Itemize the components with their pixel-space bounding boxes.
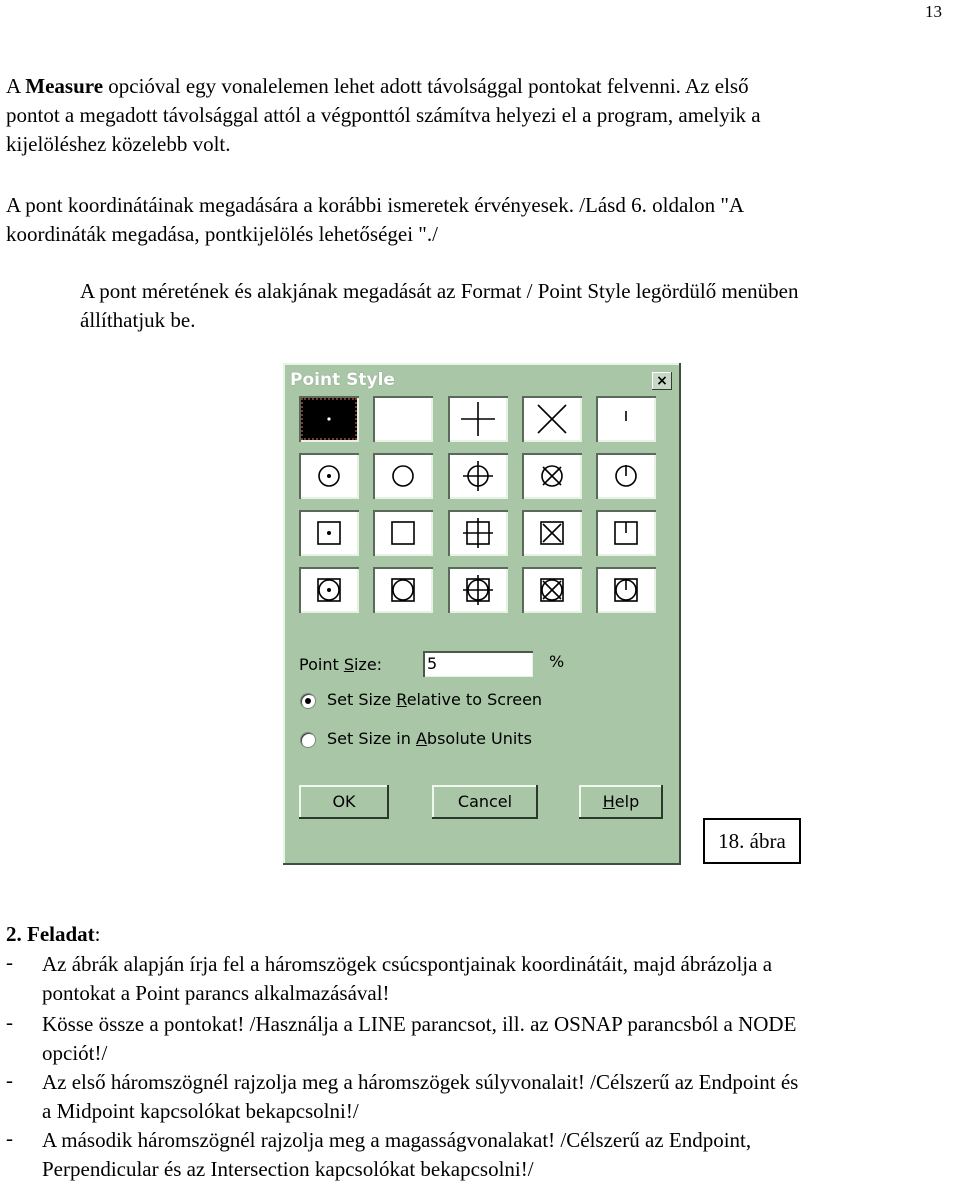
square-plus-icon bbox=[448, 510, 508, 556]
point-style-square-dot[interactable] bbox=[299, 510, 359, 556]
tick-icon bbox=[596, 396, 656, 442]
point-style-square-plus[interactable] bbox=[448, 510, 508, 556]
task-heading: 2. Feladat: bbox=[6, 922, 101, 946]
task-item-bullet: - bbox=[6, 1126, 13, 1150]
task-item: A második háromszögnél rajzolja meg a magasságvonalakat! /Célszerű az Endpoint, Perpendicular és az Intersection kapcsolókat bekapcsolni!/ bbox=[42, 1128, 752, 1181]
radio-absolute[interactable] bbox=[301, 733, 315, 747]
intro-paragraph-3: A pont méretének és alakjának megadását az Format / Point Style legördülő menüben állíthatjuk be. bbox=[80, 279, 799, 332]
dialog-title: Point Style bbox=[290, 370, 395, 390]
circle-cross-icon bbox=[522, 453, 582, 499]
point-style-circle-dot[interactable] bbox=[299, 453, 359, 499]
circle-square-plus-icon bbox=[448, 567, 508, 613]
blank-icon bbox=[373, 396, 433, 442]
point-size-label: Point Size: bbox=[299, 655, 383, 674]
circle-dot-icon bbox=[299, 453, 359, 499]
dot-icon bbox=[299, 396, 359, 442]
square-dot-icon bbox=[299, 510, 359, 556]
point-style-circle-square-dot[interactable] bbox=[299, 567, 359, 613]
square-cross-icon bbox=[522, 510, 582, 556]
task-item-bullet: - bbox=[6, 950, 13, 974]
point-style-dot[interactable] bbox=[299, 396, 359, 442]
circle-icon bbox=[373, 453, 433, 499]
percent-label: % bbox=[549, 652, 565, 671]
radio-relative-label[interactable]: Set Size Relative to Screen bbox=[327, 690, 543, 709]
square-tick-icon bbox=[596, 510, 656, 556]
task-item: Kösse össze a pontokat! /Használja a LINE parancsot, ill. az OSNAP parancsból a NODE opciót!/ bbox=[42, 1012, 797, 1065]
dialog-title-bar bbox=[286, 366, 678, 394]
point-style-circle-square-tick[interactable] bbox=[596, 567, 656, 613]
point-style-plus[interactable] bbox=[448, 396, 508, 442]
measure-term: Measure bbox=[25, 74, 104, 98]
intro-paragraph-1: A Measure opcióval egy vonalelemen lehet adott távolsággal pontokat felvenni. Az első pontot a megadott távolsággal attól a végponttól számítva helyezi el a program, amelyik a kijelöléshez közelebb volt. bbox=[6, 74, 761, 156]
point-style-circle-cross[interactable] bbox=[522, 453, 582, 499]
circle-square-tick-icon bbox=[596, 567, 656, 613]
circle-square-icon bbox=[373, 567, 433, 613]
point-style-square[interactable] bbox=[373, 510, 433, 556]
point-style-square-cross[interactable] bbox=[522, 510, 582, 556]
task-item: Az ábrák alapján írja fel a háromszögek csúcspontjainak koordinátáit, majd ábrázolja a pontokat a Point parancs alkalmazásával! bbox=[42, 952, 773, 1005]
cross-icon bbox=[522, 396, 582, 442]
point-style-cross[interactable] bbox=[522, 396, 582, 442]
circle-square-dot-icon bbox=[299, 567, 359, 613]
point-style-dialog bbox=[283, 363, 681, 865]
square-icon bbox=[373, 510, 433, 556]
point-style-square-tick[interactable] bbox=[596, 510, 656, 556]
point-size-input[interactable]: 5 bbox=[423, 651, 533, 677]
point-style-circle-plus[interactable] bbox=[448, 453, 508, 499]
close-icon[interactable]: × bbox=[652, 372, 672, 390]
radio-selected-dot bbox=[305, 698, 311, 704]
ok-button[interactable]: OK bbox=[299, 785, 389, 819]
plus-icon bbox=[448, 396, 508, 442]
point-style-circle[interactable] bbox=[373, 453, 433, 499]
page-number: 13 bbox=[925, 2, 942, 21]
help-button[interactable]: Help bbox=[579, 785, 663, 819]
point-style-blank[interactable] bbox=[373, 396, 433, 442]
task-item-bullet: - bbox=[6, 1068, 13, 1092]
point-style-circle-square-plus[interactable] bbox=[448, 567, 508, 613]
task-item-bullet: - bbox=[6, 1010, 13, 1034]
cancel-button[interactable]: Cancel bbox=[432, 785, 538, 819]
circle-tick-icon bbox=[596, 453, 656, 499]
circle-square-cross-icon bbox=[522, 567, 582, 613]
radio-relative[interactable] bbox=[301, 694, 315, 708]
point-style-tick[interactable] bbox=[596, 396, 656, 442]
point-style-circle-square-cross[interactable] bbox=[522, 567, 582, 613]
figure-caption: 18. ábra bbox=[703, 818, 801, 864]
intro-paragraph-2: A pont koordinátáinak megadására a korábbi ismeretek érvényesek. /Lásd 6. oldalon "A koordináták megadása, pontkijelölés lehetőségei "./ bbox=[6, 193, 745, 246]
point-style-circle-square[interactable] bbox=[373, 567, 433, 613]
task-item: Az első háromszögnél rajzolja meg a háromszögek súlyvonalait! /Célszerű az Endpoint és a Midpoint kapcsolókat bekapcsolni!/ bbox=[42, 1070, 799, 1123]
circle-plus-icon bbox=[448, 453, 508, 499]
point-style-circle-tick[interactable] bbox=[596, 453, 656, 499]
radio-absolute-label[interactable]: Set Size in Absolute Units bbox=[327, 729, 532, 748]
